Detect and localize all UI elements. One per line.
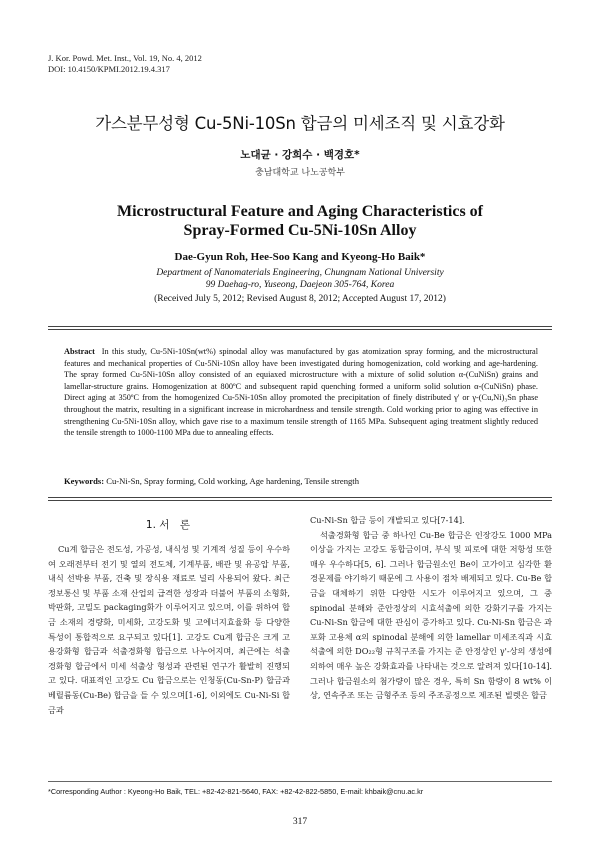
abstract-label: Abstract [64,347,95,356]
keywords-label: Keywords: [64,476,105,486]
korean-title: 가스분무성형 Cu-5Ni-10Sn 합금의 미세조직 및 시효강화 [95,114,505,133]
divider-top [48,326,552,327]
body-column-left [48,542,290,717]
journal-header [48,53,202,75]
english-affiliation-line1: Department of Nanomaterials Engineering, Chungnam National University [156,268,444,278]
abstract-text: In this study, Cu-5Ni-10Sn(wt%) spinodal alloy was manufactured by gas atomization spray forming, and the microstructural features and mechanical properties of Cu-5Ni-10Sn alloy have been investigated during homogenization, cold working and age-hardening. The spray formed Cu-5Ni-10Sn alloy consisted of an equiaxed microstructure with a mixture of solid solution α-(CuNiSn) grains and lamellar-structure grains. Homogenization at 800ºC and subsequent rapid quenching formed a uniform solid solution α-(CuNiSn) phase. Direct aging at 350ºC from the homogenized Cu-5Ni-10Sn alloy promoted the precipitation of finely distributed γ' or γ-(Cu,Ni)₃Sn phase throughout the matrix, resulting in a significant increase in microhardness and tensile strength. Cold working prior to aging was effective in strengthening Cu-5Ni-10Sn alloy, which gave rise to a maximum tensile strength of 1165 MPa. Subsequent aging treatment slightly reduced the tensile strength to 1000-1100 MPa due to annealing effects. [64,347,538,438]
doi-line: DOI: 10.4150/KPMI.2012.19.4.317 [48,64,170,74]
paragraph: 석출경화형 합금 중 하나인 Cu-Be 합금은 인장강도 1000 MPa 이상을 가지는 고강도 동합금이며, 부식 및 피로에 대한 저항성 또한 매우 우수하다[5, 6]. 그러나 합금원소인 Be이 고가이고 심각한 환경문제를 야기하기 때문에 그 사용이 점차 배제되고 있다. Cu-Be 합금을 대체하기 위한 다양한 시도가 이루어지고 있으며, 그 중 spinodal 분해와 준안정상의 시효석출에 의한 강화기구를 가지는 Cu-Ni-Sn 합금에 대한 관심이 증가하고 있다. Cu-Ni-Sn 합금은 과포화 고용체 α의 spinodal 분해에 의한 lamellar 미세조직과 시효석출에 의한 DO₂₂형 규칙구조를 가지는 준 안정상인 γ'-상의 생성에 의하여 매우 높은 강화효과를 나타내는 것으로 알려져 있다[10-14]. 그러나 합금원소의 첨가량이 많은 경우, 특히 Sn 함량이 8 wt% 이상, 연속주조 또는 금형주조 등의 주조공정으로 제조된 빌렛은 합금 [310,529,552,701]
corresponding-author-footnote: *Corresponding Author : Kyeong-Ho Baik, TEL: +82-42-821-5640, FAX: +82-42-822-5850, E-mail: khbaik@cnu.ac.kr [48,787,424,796]
english-authors: Dae-Gyun Roh, Hee-Soo Kang and Kyeong-Ho Baik* [174,251,426,263]
journal-citation: J. Kor. Powd. Met. Inst., Vol. 19, No. 4, 2012 [48,53,202,63]
divider-top-double [48,329,552,330]
english-affiliation-line2: 99 Daehag-ro, Yuseong, Daejeon 305-764, Korea [205,280,395,290]
korean-affiliation: 충남대학교 나노공학부 [255,168,345,178]
english-affiliation [0,267,600,291]
abstract [64,346,538,439]
paragraph: Cu계 합금은 전도성, 가공성, 내식성 및 기계적 성질 등이 우수하여 오래전부터 전기 및 열의 전도체, 기계부품, 배관 및 유공압 부품, 내식 선박용 부품, 건축 및 장식용 재료로 널리 사용되어 왔다. 최근 정보통신 및 부품 소재 산업의 급격한 성장과 더불어 부품의 소형화, 박판화, 고밀도 packaging화가 이루어지고 있으며, 이를 위하여 합금 소재의 경량화, 미세화, 고강도화 및 고에너지효율화 등 다양한 특성이 통합적으로 요구되고 있다[1]. 고강도 Cu계 합금은 크게 고용강화형 합금과 석출경화형 합금으로 나누어지며, 최근에는 석출 경화형 합금에서 미세 석출상 형성과 관련된 연구가 활발히 진행되고 있다. 대표적인 고강도 Cu 합금으로는 인청동(Cu-Sn-P) 합금과 베릴륨동(Cu-Be) 합금을 들 수 있으며[1-6], 이외에도 Cu-Ni-Si 합금과 [48,544,290,715]
keywords-text: Cu-Ni-Sn, Spray forming, Cold working, Age hardening, Tensile strength [106,476,359,486]
section-title: 1. 서 론 [145,519,191,531]
footnote-divider [48,781,552,782]
keywords [64,476,538,486]
body-column-right [310,513,552,703]
divider-bottom-double [48,500,552,501]
english-title-line1: Microstructural Feature and Aging Characteristics of [116,203,483,220]
english-title [0,202,600,240]
received-dates: (Received July 5, 2012; Revised August 8, 2012; Accepted August 17, 2012) [154,294,446,304]
english-title-line2: Spray-Formed Cu-5Ni-10Sn Alloy [183,222,417,239]
divider-bottom [48,497,552,498]
page-number: 317 [292,817,308,827]
paragraph: Cu-Ni-Sn 합금 등이 개발되고 있다[7-14]. [310,515,465,525]
korean-authors: 노대균 · 강희수 · 백경호* [240,149,360,161]
